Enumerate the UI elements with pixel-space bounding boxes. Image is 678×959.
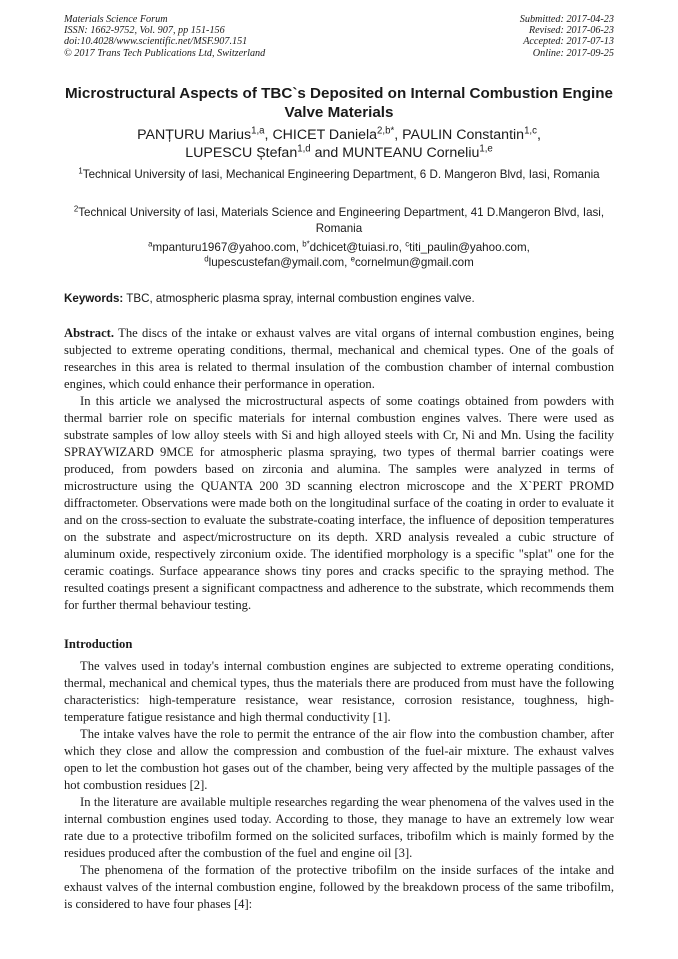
author-separator: , — [264, 127, 273, 143]
author-affiliation-mark: 1,e — [479, 143, 493, 155]
affiliation-text: Technical University of Iasi, Mechanical Engineering Department, 6 D. Mangeron Blvd, Iasi, Romania — [82, 168, 600, 181]
email-link[interactable]: lupescustefan@ymail.com — [208, 255, 345, 269]
section-heading-introduction: Introduction — [64, 637, 133, 651]
author-name: PAULIN Constantin — [402, 127, 525, 143]
date-submitted: Submitted: 2017-04-23 — [519, 14, 614, 25]
author-affiliation-mark: 1,a — [251, 125, 265, 137]
author-affiliation-mark: 1,d — [297, 143, 311, 155]
abstract-paragraph: In this article we analysed the microstructural aspects of some coatings obtained from powders with thermal barrier role on specific materials for internal combustion engines valves. There were used as substrate samples of low alloy steels with Si and high alloyed steels with Cr, Ni and Mn. Using the facility SPRAYWIZARD 9MCE for atmospheric plasma spraying, two types of thermal barrier coatings were produced, from powders based on zirconia and alumina. The samples were analyzed in terms of microstructure using the QUANTA 200 3D scanning electron microscope and the X`PERT PROMD diffractometer. Observations were made both on the longitudinal surface of the coating in order to evaluate it and on the cross-section to evaluate the substrate-coating interface, the influence of deposition temperatures on the substrate and aspect/microstructure on its depth. XRD analysis revealed a cubic structure of aluminum oxide, respectively zirconium oxide. The identified morphology is a specific "splat" one for the ceramic coatings. Surface appearance shows tiny pores and cracks specific to the spraying method. The resulted coatings present a significant compactness and adherence to the substrate, which recommends them for further thermal behaviour testing. — [64, 394, 614, 612]
affiliation-text: Technical University of Iasi, Materials Science and Engineering Department, 41 D.Mangeron Blvd, Iasi, Romania — [78, 206, 605, 235]
date-online: Online: 2017-09-25 — [532, 47, 614, 59]
author-name: MUNTEANU Corneliu — [342, 145, 480, 161]
journal-info — [64, 14, 265, 59]
email-link[interactable]: dchicet@tuiasi.ro — [309, 241, 399, 254]
date-accepted: Accepted: 2017-07-13 — [523, 36, 614, 48]
body-paragraph: The phenomena of the formation of the protective tribofilm on the inside surfaces of the intake and exhaust valves of the internal combustion engine, followed by the breakdown process of the same tribofilm, is considered to have four phases [4]: — [64, 863, 614, 911]
author-affiliation-mark: 2,b* — [377, 125, 395, 137]
abstract-section — [64, 325, 614, 614]
author-separator: , — [536, 127, 541, 143]
body-paragraph: The intake valves have the role to permit the entrance of the air flow into the combustion chamber, after which they close and allow the compression and combustion of the fuel-air mixture. The exhaust valves open to let the combustion hot gases out of the chamber, being very affected by the multiple passages of the hot combustion residues [2]. — [64, 727, 614, 792]
author-separator: and — [310, 145, 343, 161]
journal-issn: ISSN: 1662-9752, Vol. 907, pp 151-156 — [64, 25, 225, 37]
affiliation-number: 1 — [78, 166, 83, 176]
body-paragraph: In the literature are available multiple researches regarding the wear phenomena of the valves used in the internal combustion engines used today. According to those, they manage to have an extremely low wear rate due to a protective tribofilm formed on the solicited surfaces, tribofilm which is mainly formed by the residues produced after the combustion of the fuel and engine oil [3]. — [64, 795, 614, 860]
introduction-section — [64, 658, 614, 913]
author-name: LUPESCU Ștefan — [185, 145, 298, 161]
email-link[interactable]: cornelmun@gmail.com — [355, 255, 474, 269]
author-affiliation-mark: 1,c — [524, 125, 537, 137]
author-name: PANȚURU Marius — [137, 127, 252, 143]
abstract-paragraph — [64, 325, 614, 393]
journal-doi: doi:10.4028/www.scientific.net/MSF.907.151 — [64, 36, 248, 48]
author-emails: $^a$mpanturu1967@yahoo.com, $^{b*}$dchicet@tuiasi.ro, $^c$titi_paulin@yahoo.com, $^d$lupescustefan@ymail.com, $^e$cornelmun@gmail.com — [148, 239, 530, 269]
publication-dates — [520, 14, 614, 59]
date-revised: Revised: 2017-06-23 — [528, 25, 614, 37]
keywords-text: TBC, atmospheric plasma spray, internal combustion engines valve. — [126, 292, 475, 305]
keywords — [64, 291, 614, 306]
affiliation — [72, 167, 606, 183]
journal-name: Materials Science Forum — [64, 14, 168, 25]
author-list — [64, 126, 614, 162]
journal-copyright: © 2017 Trans Tech Publications Ltd, Switzerland — [64, 47, 266, 59]
author-name: CHICET Daniela — [272, 127, 378, 143]
email-link[interactable]: titi_paulin@yahoo.com — [409, 241, 527, 254]
author-separator: , — [394, 127, 403, 143]
keywords-label: Keywords: — [64, 292, 124, 305]
affiliation — [72, 205, 606, 236]
abstract-text: The discs of the intake or exhaust valves are vital organs of internal combustion engines, being subjected to extreme operating conditions, thermal, mechanical and chemical types. One of the goals of researches in this area is related to thermal insulation of the combustion chamber of internal combustion engines, which could enhance their performance in operation. — [64, 326, 615, 391]
abstract-label: Abstract. — [64, 326, 115, 340]
paper-title: Microstructural Aspects of TBC`s Deposited on Internal Combustion Engine Valve Materials — [65, 85, 613, 121]
email-link[interactable]: mpanturu1967@yahoo.com — [152, 241, 296, 254]
body-paragraph: The valves used in today's internal combustion engines are subjected to extreme operating conditions, thermal, mechanical and chemical types, thus the materials there are produced from must have the following characteristics: high-temperature resistance, wear resistance, corrosion resistance, toughness, high-temperature fatigue resistance and high thermal conductivity [1]. — [64, 659, 614, 724]
affiliation-number: 2 — [73, 204, 79, 214]
